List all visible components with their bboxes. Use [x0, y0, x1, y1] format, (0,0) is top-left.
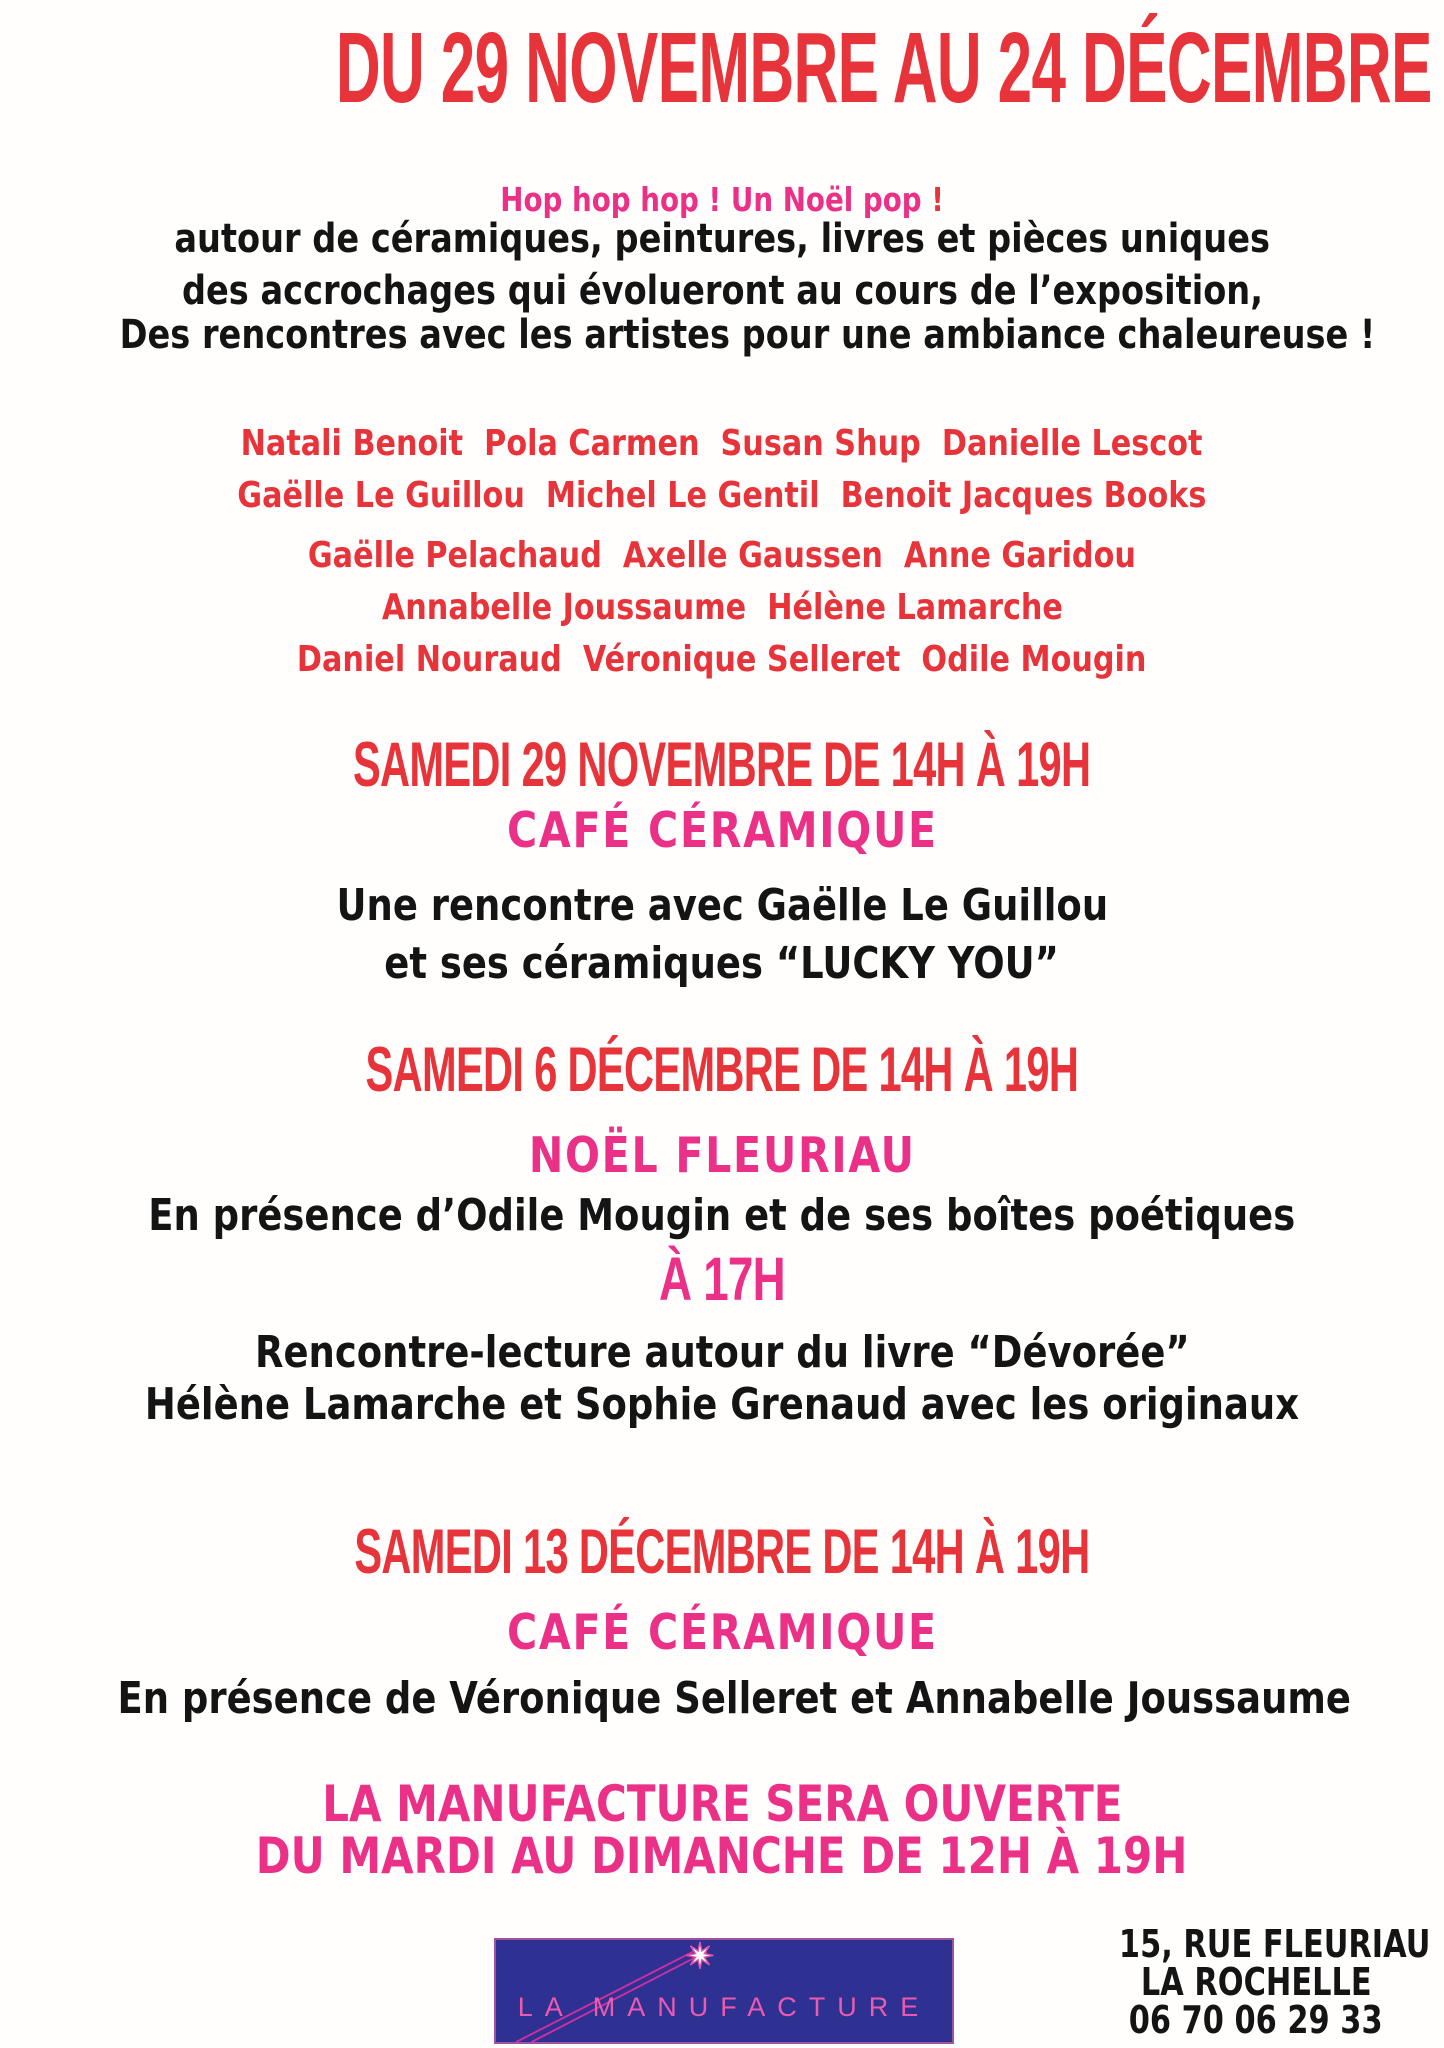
address-city: LA ROCHELLE — [1140, 1960, 1372, 2004]
event-2-subheading: NOËL FLEURIAU — [528, 1127, 916, 1184]
intro-line-3: Des rencontres avec les artistes pour une ambiance chaleureuse ! — [119, 312, 1376, 358]
event-1-line-1: Une rencontre avec Gaëlle Le Guillou — [336, 880, 1108, 931]
page-title: DU 29 NOVEMBRE AU 24 DÉCEMBRE — [335, 12, 1432, 124]
opening-hours-line-1: LA MANUFACTURE SERA OUVERTE — [321, 1775, 1123, 1833]
tagline-pink: Hop hop hop ! Un Noël pop — [500, 180, 922, 219]
address-street: 15, RUE FLEURIAU — [1118, 1922, 1431, 1966]
logo-decoration — [496, 1940, 952, 2042]
event-2-time-line-1: Rencontre-lecture autour du livre “Dévorée” — [254, 1327, 1190, 1378]
la-manufacture-logo — [494, 1938, 954, 2044]
address-block — [1080, 1922, 1432, 2042]
intro-line-1: autour de céramiques, peintures, livres et pièces uniques — [174, 216, 1270, 262]
artists-line-4: Annabelle Joussaume Hélène Lamarche — [381, 587, 1063, 628]
event-1-subheading: CAFÉ CÉRAMIQUE — [506, 802, 938, 859]
artists-line-1: Natali Benoit Pola Carmen Susan Shup Danielle Lescot — [241, 423, 1203, 464]
event-1-heading: SAMEDI 29 NOVEMBRE DE 14H À 19H — [353, 730, 1091, 800]
star-icon — [686, 1942, 713, 1969]
event-2-heading: SAMEDI 6 DÉCEMBRE DE 14H À 19H — [365, 1035, 1079, 1105]
artists-line-5: Daniel Nouraud Véronique Selleret Odile Mougin — [297, 639, 1147, 680]
event-1-line-2: et ses céramiques “LUCKY YOU” — [384, 938, 1060, 989]
event-2-line-1: En présence d’Odile Mougin et de ses boîtes poétiques — [148, 1190, 1296, 1241]
artists-line-3: Gaëlle Pelachaud Axelle Gaussen Anne Garidou — [307, 535, 1137, 576]
logo-wordmark: LA MANUFACTURE — [517, 1992, 931, 2022]
address-phone: 06 70 06 29 33 — [1129, 1998, 1383, 2042]
artists-line-2: Gaëlle Le Guillou Michel Le Gentil Benoit Jacques Books — [237, 475, 1207, 516]
intro-line-2: des accrochages qui évolueront au cours de l’exposition, — [181, 268, 1263, 314]
event-3-subheading: CAFÉ CÉRAMIQUE — [506, 1604, 938, 1661]
event-2-time-heading: À 17H — [659, 1245, 785, 1313]
event-3-heading: SAMEDI 13 DÉCEMBRE DE 14H À 19H — [354, 1517, 1090, 1587]
opening-hours-line-2: DU MARDI AU DIMANCHE DE 12H À 19H — [256, 1827, 1188, 1885]
tagline — [0, 180, 1444, 219]
event-3-line-1: En présence de Véronique Selleret et Annabelle Joussaume — [117, 1673, 1352, 1724]
tagline-exclamation: ! — [921, 180, 944, 219]
event-2-time-line-2: Hélène Lamarche et Sophie Grenaud avec les originaux — [144, 1379, 1300, 1430]
